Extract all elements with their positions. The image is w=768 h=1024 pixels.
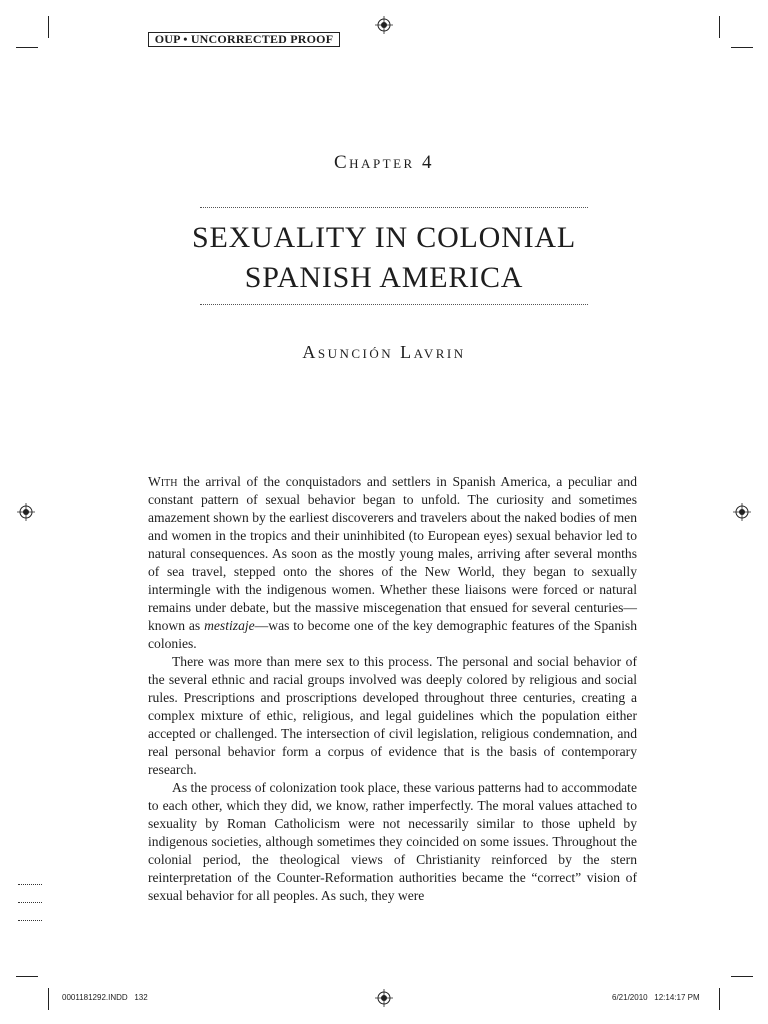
registration-mark-icon [375, 989, 393, 1007]
registration-mark-icon [17, 503, 35, 521]
author-name: Asunción Lavrin [302, 342, 466, 362]
paragraph-3: As the process of colonization took place, these various patterns had to accommodate to each other, which they did, we know, rather imperfectly. The moral values attached to sexuality by Roman Catholicism were not necessarily similar to those upheld by indigenous societies, although sometimes they coincided on some issues. Throughout the colonial period, the theological views of Christianity reinforced by the stern reinterpretation of the Counter-Reformation authorities became the “correct” vision of sexual behavior for all peoples. As such, they were [148, 780, 637, 903]
proof-label: OUP • UNCORRECTED PROOF [148, 32, 340, 47]
crop-mark [16, 976, 38, 977]
crop-mark [48, 988, 49, 1010]
paragraph-1-tail: —was to become one of the key demographic features of the Spanish colonies. [148, 618, 637, 651]
paragraph-1 [148, 473, 637, 653]
lead-in: With [148, 474, 178, 489]
footer-file-info: 0001181292.INDD 132 [62, 993, 148, 1002]
margin-dots [18, 902, 42, 903]
crop-mark [731, 47, 753, 48]
registration-mark-icon [733, 503, 751, 521]
paragraph-2: There was more than mere sex to this process. The personal and social behavior of the several ethnic and racial groups involved was deeply colored by religious and social rules. Prescriptions and proscriptions developed throughout three centuries, creating a complex mixture of ethic, religious, and legal guidelines which the population either accepted or challenged. The intersection of civil legislation, religious condemnation, and real personal behavior form a corpus of evidence that is the basis of contemporary research. [148, 654, 637, 777]
dotted-rule-top [200, 207, 588, 208]
registration-mark-icon [375, 16, 393, 34]
chapter-title-line1: SEXUALITY IN COLONIAL [192, 221, 576, 254]
chapter-title [0, 218, 768, 298]
crop-mark [731, 976, 753, 977]
body-text [148, 473, 637, 905]
chapter-label: Chapter 4 [334, 152, 434, 173]
chapter-title-line2: SPANISH AMERICA [244, 261, 524, 294]
crop-mark [48, 16, 49, 38]
margin-dots [18, 884, 42, 885]
crop-mark [719, 16, 720, 38]
crop-mark [719, 988, 720, 1010]
dotted-rule-bottom [200, 304, 588, 305]
paragraph-1-text: the arrival of the conquistadors and settlers in Spanish America, a peculiar and constant pattern of sexual behavior began to unfold. The curiosity and sometimes amazement shown by the earliest discoverers and travelers about the naked bodies of men and women in the tropics and their uninhibited (to European eyes) sexual behavior led to natural consequences. As soon as the mostly young males, arriving after several months of sea travel, stepped onto the shores of the New World, they began to sexually intermingle with the indigenous women. Whether these liaisons were forced or natural remains under debate, but the massive miscegenation that ensued for several centuries—known as [148, 474, 637, 633]
footer-timestamp: 6/21/2010 12:14:17 PM [612, 993, 700, 1002]
crop-mark [16, 47, 38, 48]
margin-dots [18, 920, 42, 921]
italic-term: mestizaje [204, 618, 255, 633]
